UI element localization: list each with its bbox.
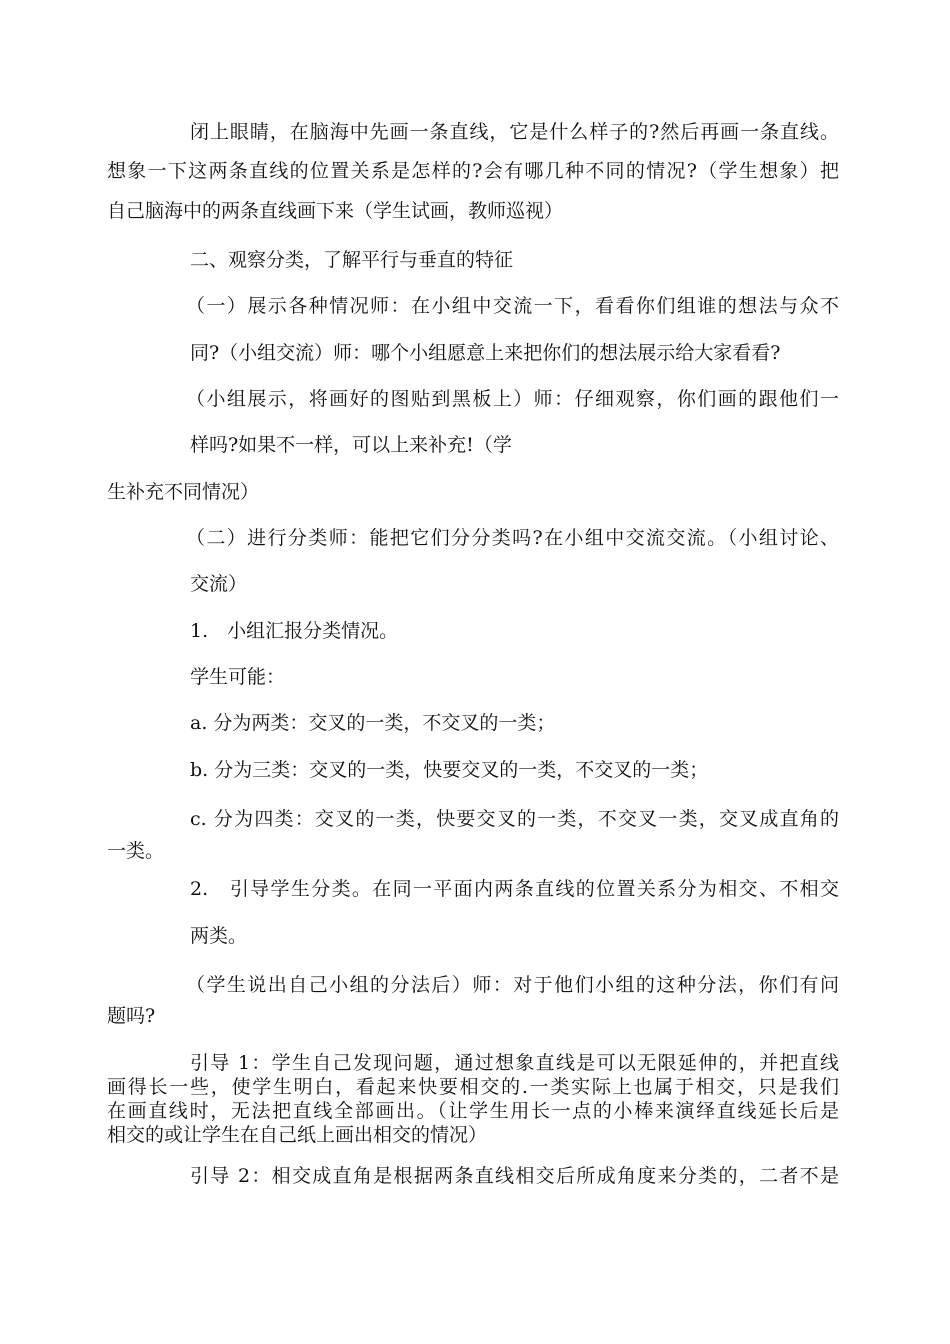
option-c: c. 分为四类：交叉的一类，快要交叉的一类，不交叉一类，交叉成直角的 bbox=[190, 808, 839, 830]
numbered-item: 2. 引导学生分类。在同一平面内两条直线的位置关系分为相交、不相交 bbox=[190, 878, 839, 900]
para-line: 闭上眼睛，在脑海中先画一条直线，它是什么样子的?然后再画一条直线。 bbox=[190, 121, 839, 143]
para-line: （学生说出自己小组的分法后）师：对于他们小组的这种分法，你们有问 bbox=[186, 974, 839, 996]
para-line: 想象一下这两条直线的位置关系是怎样的?会有哪几种不同的情况?（学生想象）把 bbox=[107, 160, 839, 182]
para-line: 引导 1：学生自己发现问题，通过想象直线是可以无限延伸的，并把直线 bbox=[190, 1052, 839, 1074]
para-line: 题吗? bbox=[107, 1005, 156, 1027]
para-line: 在画直线时，无法把直线全部画出。（让学生用长一点的小棒来演绎直线延长后是 bbox=[107, 1100, 839, 1122]
section-heading: 二、观察分类，了解平行与垂直的特征 bbox=[190, 249, 514, 271]
para-line: （小组展示，将画好的图贴到黑板上）师：仔细观察，你们画的跟他们一 bbox=[186, 388, 839, 410]
para-line: 画得长一些，使学生明白，看起来快要相交的.一类实际上也属于相交，只是我们 bbox=[107, 1076, 839, 1098]
para-line: 引导 2：相交成直角是根据两条直线相交后所成角度来分类的，二者不是 bbox=[190, 1165, 839, 1187]
option-c-cont: 一类。 bbox=[107, 840, 165, 862]
numbered-item: 1. 小组汇报分类情况。 bbox=[190, 620, 399, 642]
para-line: 样吗?如果不一样，可以上来补充!（学 bbox=[190, 434, 512, 456]
para-line: 生补充不同情况） bbox=[107, 481, 260, 503]
para-line: 学生可能： bbox=[190, 666, 286, 688]
option-b: b. 分为三类：交叉的一类，快要交叉的一类，不交叉的一类； bbox=[190, 759, 709, 781]
para-line: 相交的或让学生在自己纸上画出相交的情况） bbox=[107, 1124, 488, 1146]
para-line: 两类。 bbox=[190, 925, 248, 947]
para-line: （一）展示各种情况师：在小组中交流一下，看看你们组谁的想法与众不 bbox=[186, 295, 839, 317]
para-line: 同?（小组交流）师：哪个小组愿意上来把你们的想法展示给大家看看? bbox=[190, 342, 781, 364]
para-line: （二）进行分类师：能把它们分分类吗?在小组中交流交流。（小组讨论、 bbox=[186, 527, 839, 549]
para-line: 交流） bbox=[190, 573, 248, 595]
option-a: a. 分为两类：交叉的一类，不交叉的一类； bbox=[190, 712, 556, 734]
para-line: 自己脑海中的两条直线画下来（学生试画，教师巡视） bbox=[107, 200, 564, 222]
